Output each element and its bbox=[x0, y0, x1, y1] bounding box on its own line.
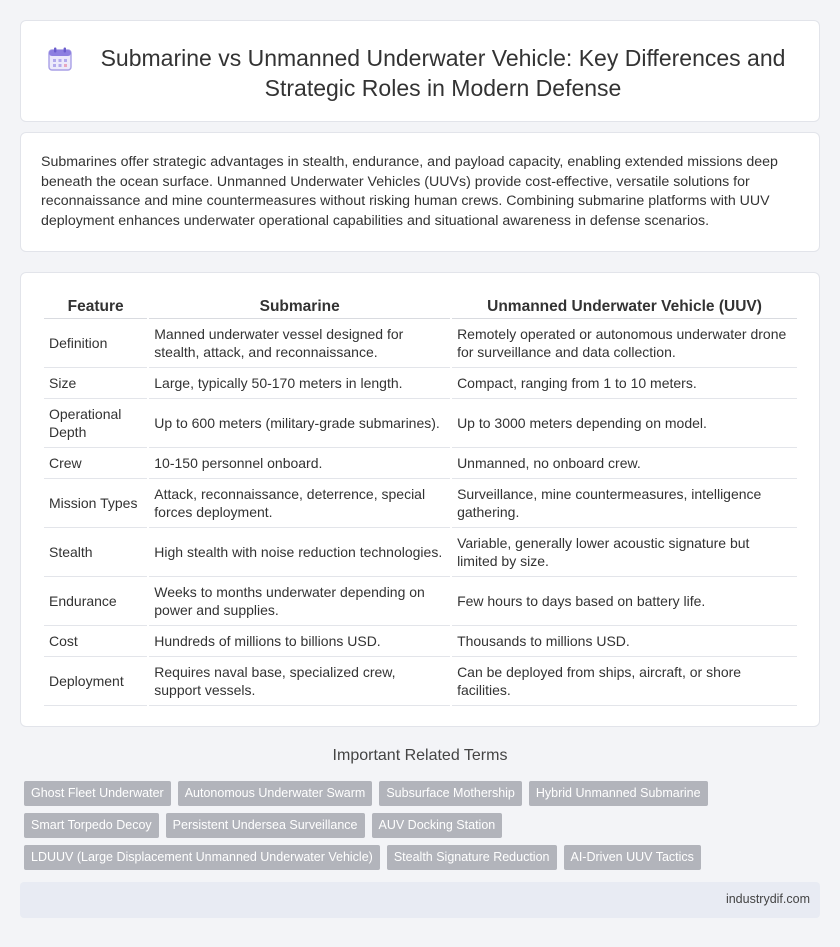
row-uuv: Up to 3000 meters depending on model. bbox=[452, 399, 797, 448]
row-uuv: Can be deployed from ships, aircraft, or shore facilities. bbox=[452, 657, 797, 706]
column-header-submarine: Submarine bbox=[149, 295, 450, 319]
footer-site-link[interactable]: industrydif.com bbox=[725, 892, 810, 906]
title-card bbox=[20, 20, 820, 122]
row-submarine: 10-150 personnel onboard. bbox=[149, 448, 450, 479]
table-row bbox=[44, 368, 797, 399]
row-feature: Definition bbox=[44, 319, 147, 368]
calendar-icon bbox=[47, 46, 73, 72]
intro-card bbox=[20, 132, 820, 252]
table-row bbox=[44, 528, 797, 577]
row-uuv: Unmanned, no onboard crew. bbox=[452, 448, 797, 479]
row-uuv: Thousands to millions USD. bbox=[452, 626, 797, 657]
row-uuv: Remotely operated or autonomous underwater drone for surveillance and data collection. bbox=[452, 319, 797, 368]
row-submarine: Hundreds of millions to billions USD. bbox=[149, 626, 450, 657]
row-submarine: Large, typically 50-170 meters in length. bbox=[149, 368, 450, 399]
row-feature: Mission Types bbox=[44, 479, 147, 528]
related-term-tag[interactable]: AUV Docking Station bbox=[372, 813, 503, 838]
comparison-table bbox=[42, 295, 799, 706]
table-header-row bbox=[44, 295, 797, 319]
row-uuv: Few hours to days based on battery life. bbox=[452, 577, 797, 626]
table-row bbox=[44, 399, 797, 448]
intro-paragraph: Submarines offer strategic advantages in stealth, endurance, and payload capacity, enabling extended missions deep beneath the ocean surface. Unmanned Underwater Vehicles (UUVs) provide cost-effective, versatile solutions for reconnaissance and mine countermeasures without risking human crews. Combining submarine platforms with UUV deployment enhances underwater operational capabilities and situational awareness in defense scenarios. bbox=[41, 154, 778, 229]
related-term-tag[interactable]: Hybrid Unmanned Submarine bbox=[529, 781, 708, 806]
related-term-tag[interactable]: LDUUV (Large Displacement Unmanned Underwater Vehicle) bbox=[24, 845, 380, 870]
column-header-uuv: Unmanned Underwater Vehicle (UUV) bbox=[452, 295, 797, 319]
row-feature: Endurance bbox=[44, 577, 147, 626]
table-row bbox=[44, 479, 797, 528]
row-uuv: Surveillance, mine countermeasures, intelligence gathering. bbox=[452, 479, 797, 528]
row-uuv: Variable, generally lower acoustic signature but limited by size. bbox=[452, 528, 797, 577]
row-uuv: Compact, ranging from 1 to 10 meters. bbox=[452, 368, 797, 399]
related-term-tag[interactable]: Persistent Undersea Surveillance bbox=[166, 813, 365, 838]
comparison-table-card bbox=[20, 272, 820, 727]
row-feature: Deployment bbox=[44, 657, 147, 706]
row-feature: Stealth bbox=[44, 528, 147, 577]
row-submarine: High stealth with noise reduction technologies. bbox=[149, 528, 450, 577]
row-feature: Cost bbox=[44, 626, 147, 657]
table-row bbox=[44, 448, 797, 479]
row-feature: Crew bbox=[44, 448, 147, 479]
row-submarine: Requires naval base, specialized crew, support vessels. bbox=[149, 657, 450, 706]
related-term-tag[interactable]: Stealth Signature Reduction bbox=[387, 845, 557, 870]
column-header-feature: Feature bbox=[44, 295, 147, 319]
related-terms-title: Important Related Terms bbox=[332, 747, 508, 764]
row-submarine: Up to 600 meters (military-grade submarines). bbox=[149, 399, 450, 448]
related-term-tag[interactable]: Ghost Fleet Underwater bbox=[24, 781, 171, 806]
footer bbox=[20, 882, 820, 918]
row-feature: Size bbox=[44, 368, 147, 399]
table-row bbox=[44, 626, 797, 657]
table-row bbox=[44, 657, 797, 706]
related-term-tag[interactable]: Autonomous Underwater Swarm bbox=[178, 781, 373, 806]
related-term-tag[interactable]: AI-Driven UUV Tactics bbox=[564, 845, 701, 870]
related-term-tag[interactable]: Smart Torpedo Decoy bbox=[24, 813, 159, 838]
row-submarine: Weeks to months underwater depending on power and supplies. bbox=[149, 577, 450, 626]
related-terms-list bbox=[24, 781, 804, 877]
row-feature: Operational Depth bbox=[44, 399, 147, 448]
row-submarine: Manned underwater vessel designed for stealth, attack, and reconnaissance. bbox=[149, 319, 450, 368]
row-submarine: Attack, reconnaissance, deterrence, special forces deployment. bbox=[149, 479, 450, 528]
page-title: Submarine vs Unmanned Underwater Vehicle: Key Differences and Strategic Roles in Modern Defense bbox=[100, 45, 786, 101]
related-term-tag[interactable]: Subsurface Mothership bbox=[379, 781, 522, 806]
table-row bbox=[44, 319, 797, 368]
table-row bbox=[44, 577, 797, 626]
